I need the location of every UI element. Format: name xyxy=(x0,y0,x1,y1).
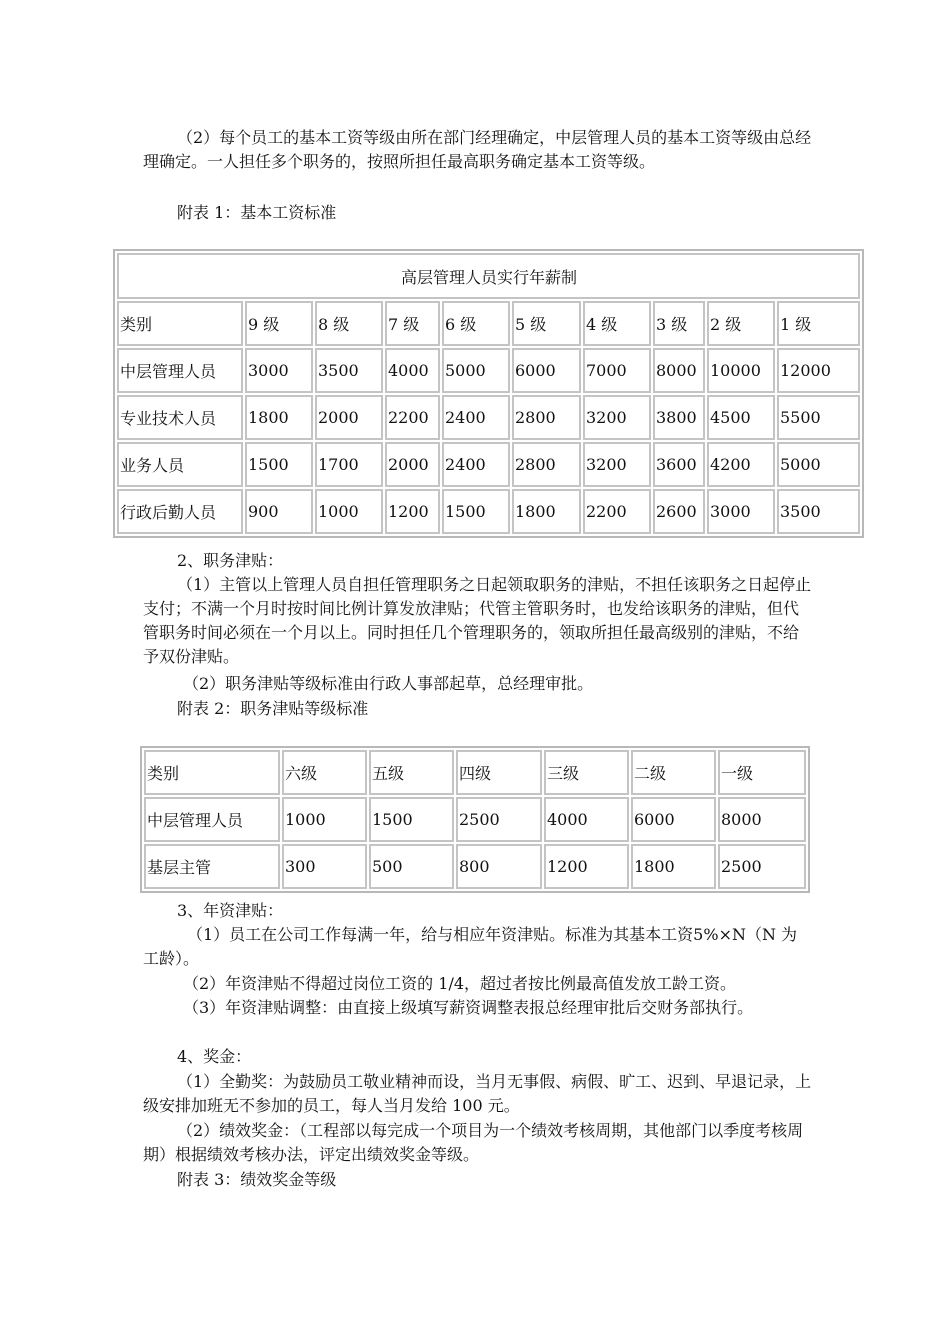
table-cell: 8000 xyxy=(718,797,806,842)
row-label: 中层管理人员 xyxy=(144,797,280,842)
table-row xyxy=(117,442,860,487)
table-cell: 300 xyxy=(282,844,367,889)
table-cell: 6000 xyxy=(631,797,716,842)
table-cell: 3000 xyxy=(245,348,313,393)
column-header: 四级 xyxy=(456,750,542,795)
table-cell: 1800 xyxy=(512,489,581,534)
table-cell: 3500 xyxy=(777,489,860,534)
table-cell: 1200 xyxy=(544,844,629,889)
table-cell: 2200 xyxy=(583,489,651,534)
table-cell: 1000 xyxy=(282,797,367,842)
table1-caption: 附表 1：基本工资标准 xyxy=(177,203,337,222)
table-cell: 5000 xyxy=(442,348,510,393)
row-label: 行政后勤人员 xyxy=(117,489,243,534)
column-header: 3 级 xyxy=(653,301,705,346)
table-title: 高层管理人员实行年薪制 xyxy=(117,253,860,299)
base-salary-table xyxy=(113,249,864,538)
table-cell: 900 xyxy=(245,489,313,534)
column-header: 类别 xyxy=(117,301,243,346)
table-cell: 2400 xyxy=(442,442,510,487)
table-cell: 8000 xyxy=(653,348,705,393)
table-row xyxy=(117,489,860,534)
table2-caption: 附表 2：职务津贴等级标准 xyxy=(177,699,369,718)
table-cell: 4500 xyxy=(707,395,775,440)
table-cell: 3200 xyxy=(583,442,651,487)
column-header: 6 级 xyxy=(442,301,510,346)
table-cell: 1200 xyxy=(385,489,440,534)
section-heading-bonus: 4、奖金： xyxy=(177,1047,252,1066)
table-cell: 1800 xyxy=(631,844,716,889)
table-row xyxy=(117,348,860,393)
paragraph-seniority-adjustment: （3）年资津贴调整：由直接上级填写薪资调整表报总经理审批后交财务部执行。 xyxy=(183,998,754,1017)
column-header: 一级 xyxy=(718,750,806,795)
column-header: 5 级 xyxy=(512,301,581,346)
table-cell: 7000 xyxy=(583,348,651,393)
paragraph-seniority-standard: （1）员工在公司工作每满一年，给与相应年资津贴。标准为其基本工资5%×N（N 为工龄）。 xyxy=(143,925,798,968)
paragraph-position-allowance-rules: （1）主管以上管理人员自担任管理职务之日起领取职务的津贴，不担任该职务之日起停止支付；不满一个月时按时间比例计算发放津贴；代管主管职务时，也发给该职务的津贴，但代管职务时间必须在一个月以上。同时担任几个管理职务的，领取所担任最高级别的津贴，不给予双份津贴。 xyxy=(143,575,812,666)
table-cell: 4200 xyxy=(707,442,775,487)
table-cell: 4000 xyxy=(385,348,440,393)
column-header: 1 级 xyxy=(777,301,860,346)
table-cell: 3500 xyxy=(315,348,383,393)
table3-caption: 附表 3：绩效奖金等级 xyxy=(177,1170,337,1189)
column-header: 2 级 xyxy=(707,301,775,346)
column-header: 8 级 xyxy=(315,301,383,346)
table-header-row xyxy=(117,301,860,346)
table-cell: 6000 xyxy=(512,348,581,393)
paragraph-base-salary-grade: （2）每个员工的基本工资等级由所在部门经理确定，中层管理人员的基本工资等级由总经理确定。一人担任多个职务的，按照所担任最高职务确定基本工资等级。 xyxy=(143,128,812,171)
table-cell: 2200 xyxy=(385,395,440,440)
table-cell: 1500 xyxy=(442,489,510,534)
column-header: 二级 xyxy=(631,750,716,795)
position-allowance-table xyxy=(140,746,810,893)
row-label: 基层主管 xyxy=(144,844,280,889)
paragraph-position-allowance-standard: （2）职务津贴等级标准由行政人事部起草，总经理审批。 xyxy=(183,674,594,693)
row-label: 中层管理人员 xyxy=(117,348,243,393)
table-header-row xyxy=(144,750,806,795)
table-cell: 12000 xyxy=(777,348,860,393)
row-label: 专业技术人员 xyxy=(117,395,243,440)
table-cell: 2000 xyxy=(385,442,440,487)
paragraph-attendance-bonus: （1）全勤奖：为鼓励员工敬业精神而设，当月无事假、病假、旷工、迟到、早退记录，上级安排加班无不参加的员工，每人当月发给 100 元。 xyxy=(143,1072,812,1115)
table-cell: 3200 xyxy=(583,395,651,440)
table-cell: 2800 xyxy=(512,442,581,487)
paragraph-performance-bonus: （2）绩效奖金：（工程部以每完成一个项目为一个绩效考核周期，其他部门以季度考核周期）根据绩效考核办法，评定出绩效奖金等级。 xyxy=(143,1121,804,1164)
section-heading-position-allowance: 2、职务津贴： xyxy=(177,551,284,570)
table-cell: 1500 xyxy=(245,442,313,487)
table-cell: 5500 xyxy=(777,395,860,440)
table-cell: 2800 xyxy=(512,395,581,440)
row-label: 业务人员 xyxy=(117,442,243,487)
table-cell: 2000 xyxy=(315,395,383,440)
column-header: 三级 xyxy=(544,750,629,795)
table-cell: 3000 xyxy=(707,489,775,534)
table-cell: 2600 xyxy=(653,489,705,534)
section-heading-seniority-allowance: 3、年资津贴： xyxy=(177,901,284,920)
table-row xyxy=(144,844,806,889)
column-header: 9 级 xyxy=(245,301,313,346)
table-cell: 4000 xyxy=(544,797,629,842)
table-cell: 800 xyxy=(456,844,542,889)
table-cell: 10000 xyxy=(707,348,775,393)
table-cell: 1800 xyxy=(245,395,313,440)
table-title-row xyxy=(117,253,860,299)
column-header: 五级 xyxy=(369,750,454,795)
table-cell: 1700 xyxy=(315,442,383,487)
paragraph-seniority-cap: （2）年资津贴不得超过岗位工资的 1/4，超过者按比例最高值发放工龄工资。 xyxy=(183,974,737,993)
table-cell: 3800 xyxy=(653,395,705,440)
table-cell: 500 xyxy=(369,844,454,889)
column-header: 六级 xyxy=(282,750,367,795)
table-cell: 1500 xyxy=(369,797,454,842)
table-cell: 2500 xyxy=(718,844,806,889)
table-cell: 3600 xyxy=(653,442,705,487)
table-cell: 1000 xyxy=(315,489,383,534)
column-header: 4 级 xyxy=(583,301,651,346)
table-row xyxy=(117,395,860,440)
table-row xyxy=(144,797,806,842)
table-cell: 2500 xyxy=(456,797,542,842)
column-header: 类别 xyxy=(144,750,280,795)
table-cell: 5000 xyxy=(777,442,860,487)
table-cell: 2400 xyxy=(442,395,510,440)
column-header: 7 级 xyxy=(385,301,440,346)
